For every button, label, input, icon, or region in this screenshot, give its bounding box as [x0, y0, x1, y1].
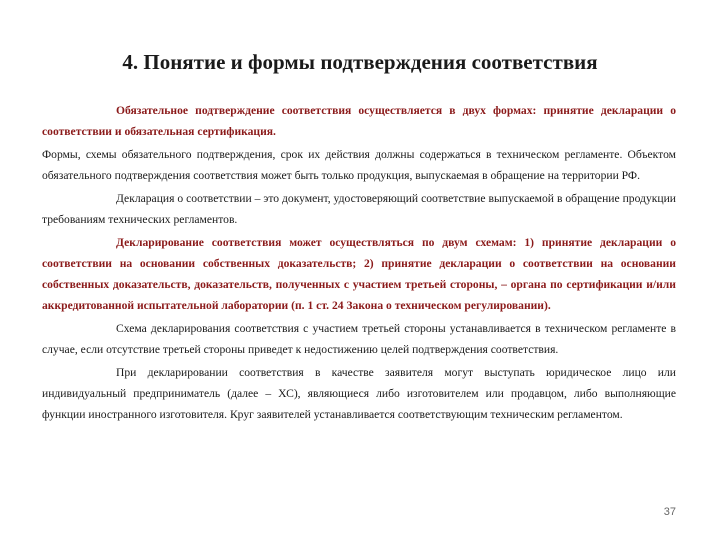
paragraph-declaration-definition: Декларация о соответствии – это документ, удостоверяющий соответствие выпускаемой в обращение продукции требованиям технических регламентов.: [42, 192, 676, 226]
slide-body: [42, 100, 676, 427]
slide-title: 4. Понятие и формы подтверждения соответствия: [122, 50, 598, 74]
paragraph-forms-schemes: Формы, схемы обязательного подтверждения, срок их действия должны содержаться в техническом регламенте. Объектом обязательного подтверждения соответствия может быть только продукция, выпускаемая в обращение на территории РФ.: [42, 148, 676, 182]
paragraph-third-party-scheme: Схема декларирования соответствия с участием третьей стороны устанавливается в техническом регламенте в случае, если отсутствие третьей стороны приведет к недостижению целей подтверждения соответствия.: [42, 322, 676, 356]
paragraph-applicants: При декларировании соответствия в качестве заявителя могут выступать юридическое лицо или индивидуальный предприниматель (далее – ХС), являющиеся либо изготовителем или продавцом, либо выполняющие функции иностранного изготовителя. Круг заявителей устанавливается соответствующим техническим регламентом.: [42, 366, 676, 421]
paragraph-mandatory-forms: Обязательное подтверждение соответствия осуществляется в двух формах: принятие декларации о соответствии и обязательная сертификация.: [42, 104, 676, 138]
paragraph-declaration-schemes: Декларирование соответствия может осуществляться по двум схемам: 1) принятие декларации о соответствии на основании собственных доказательств; 2) принятие декларации о соответствии на основании собственных доказательств, доказательств, полученных с участием третьей стороны, – органа по сертификации и/или аккредитованной испытательной лаборатории (п. 1 ст. 24 Закона о техническом регулировании).: [42, 236, 676, 312]
page-number: 37: [663, 506, 676, 518]
